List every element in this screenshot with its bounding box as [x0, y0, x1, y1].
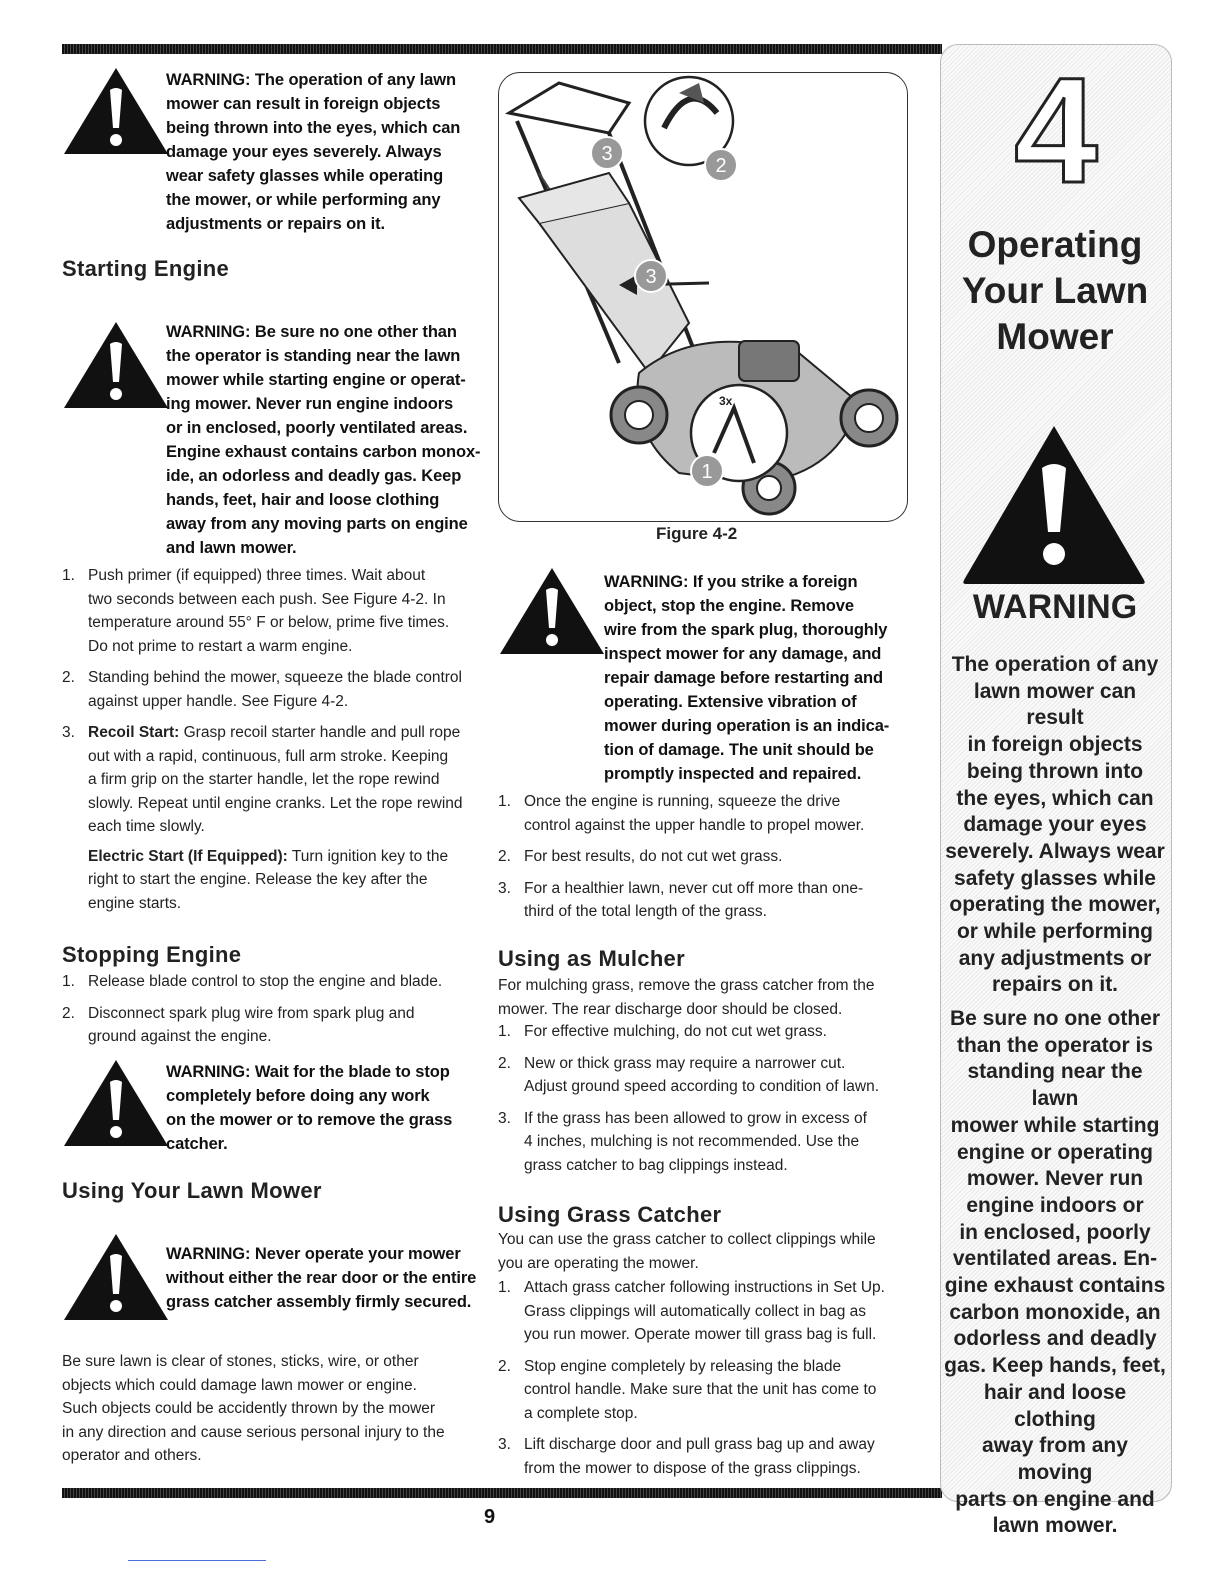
text-line: or in enclosed, poorly ventilated areas. — [166, 419, 468, 437]
text-line — [88, 721, 482, 745]
text-line: ground against the engine. — [88, 1028, 272, 1045]
text-line: operator and others. — [62, 1447, 202, 1464]
text-line: control handle. Make sure that the unit has come to — [524, 1381, 877, 1398]
text-line: safety glasses while — [954, 866, 1156, 890]
step-number: 3. — [498, 1436, 511, 1453]
list-item — [62, 564, 482, 658]
text-line: lawn mower can result — [973, 679, 1137, 730]
text-line: being thrown into — [966, 759, 1144, 783]
text-line: Release blade control to stop the engine and blade. — [88, 973, 443, 990]
step-number: 3. — [498, 1109, 511, 1127]
callout-3-mid — [635, 260, 667, 292]
warning-triangle-icon — [958, 420, 1150, 588]
text-line: engine indoors or — [966, 1193, 1144, 1217]
warning-triangle-icon — [62, 1058, 170, 1148]
text-line: away from any moving — [982, 1434, 1128, 1484]
text-line: away from any moving parts on engine — [166, 515, 468, 533]
warning-foreign-objects — [166, 68, 460, 236]
text-line: hands, feet, hair and loose clothing — [166, 491, 440, 509]
text-line: Engine exhaust contains carbon monox- — [166, 443, 481, 461]
list-item — [498, 877, 918, 924]
text-line: WARNING: If you strike a foreign — [604, 573, 858, 591]
mulcher-steps — [498, 1020, 918, 1185]
figure-4-2 — [498, 72, 908, 522]
step-number: 1. — [62, 973, 75, 990]
text-line: right to start the engine. Release the key after the — [88, 871, 428, 888]
sidebar-warning-label: WARNING — [972, 588, 1138, 626]
text-line: WARNING: Wait for the blade to stop — [166, 1063, 450, 1081]
list-item — [498, 1052, 918, 1099]
warning-foreign-object-strike — [604, 570, 889, 786]
text-line: engine or operating — [956, 1140, 1153, 1164]
text-line: mower while starting engine or operat- — [166, 371, 466, 389]
heading-using-grass-catcher: Using Grass Catcher — [498, 1202, 722, 1227]
text-line: catcher. — [166, 1135, 228, 1153]
starting-steps — [62, 564, 482, 923]
text-line: in foreign objects — [967, 733, 1143, 757]
figure-caption: Figure 4-2 — [656, 524, 738, 543]
warning-blade-stop — [166, 1060, 452, 1156]
top-rule — [62, 44, 942, 54]
text-line: repairs on it. — [991, 973, 1119, 997]
chapter-title-line: Operating — [967, 224, 1143, 265]
warning-rear-door — [166, 1242, 476, 1314]
text-line: Lift discharge door and pull grass bag up and away — [524, 1436, 875, 1453]
text-line: For best results, do not cut wet grass. — [524, 848, 783, 865]
list-item — [498, 1433, 918, 1480]
text-line: Once the engine is running, squeeze the drive — [524, 793, 841, 810]
text-line — [88, 845, 482, 869]
text-line: odorless and deadly — [953, 1327, 1157, 1351]
warning-starting-engine — [166, 320, 480, 560]
text-line: gine exhaust contains — [944, 1274, 1166, 1298]
step-number: 1. — [62, 567, 75, 584]
warning-triangle-icon — [62, 66, 170, 156]
text-line: ventilated areas. En- — [952, 1247, 1158, 1271]
list-item — [62, 721, 482, 915]
text-line: promptly inspected and repaired. — [604, 765, 862, 783]
text-line: a complete stop. — [524, 1404, 638, 1422]
text-line: Standing behind the mower, squeeze the blade control — [88, 669, 462, 686]
step-number: 2. — [498, 1357, 511, 1375]
list-item — [498, 1020, 918, 1044]
text-line: tion of damage. The unit should be — [604, 741, 874, 759]
step-number: 3. — [498, 879, 511, 897]
step-number: 1. — [498, 1023, 511, 1040]
text-line: the eyes, which can — [956, 786, 1154, 810]
text-line: grass catcher to bag clippings instead. — [524, 1156, 788, 1174]
text-line: operating. Extensive vibration of — [604, 693, 857, 711]
text-line: Be sure no one other — [949, 1007, 1161, 1030]
list-item — [498, 845, 918, 869]
text-line: against upper handle. See Figure 4-2. — [88, 692, 349, 710]
text-line: operating the mower, — [949, 893, 1161, 917]
prime-count-label: 3x — [719, 394, 733, 408]
warning-triangle-icon — [498, 566, 606, 656]
running-steps — [498, 790, 918, 932]
text-line: WARNING: The operation of any lawn — [166, 71, 456, 89]
list-item — [498, 1355, 918, 1426]
text-line: mower. The rear discharge door should be closed. — [498, 1000, 843, 1018]
text-line: the operator is standing near the lawn — [166, 347, 461, 365]
text-line: severely. Always wear — [945, 839, 1165, 863]
step-number: 2. — [498, 1054, 511, 1072]
footer-link-line — [128, 1560, 266, 1561]
step-label: Recoil Start: — [88, 724, 180, 741]
step-number: 2. — [62, 669, 75, 686]
text-line: inspect mower for any damage, and — [604, 645, 882, 663]
text-line: control against the upper handle to propel mower. — [524, 816, 865, 834]
catcher-steps — [498, 1276, 918, 1488]
sidebar-warning-text-1 — [944, 652, 1166, 999]
warning-triangle-icon — [62, 1232, 170, 1322]
text-line: WARNING: Never operate your mower — [166, 1245, 461, 1263]
step-number: 1. — [498, 793, 511, 810]
text-line: Disconnect spark plug wire from spark plug and — [88, 1004, 415, 1022]
text-line: Adjust ground speed according to condition of lawn. — [524, 1078, 880, 1095]
text-line: New or thick grass may require a narrower cut. — [524, 1054, 846, 1072]
chapter-number: 4 — [1014, 68, 1098, 190]
text-line: damage your eyes severely. Always — [166, 143, 442, 161]
chapter-title-line: Your Lawn — [961, 270, 1149, 311]
text-line: and lawn mower. — [166, 539, 297, 557]
text-line: lawn mower. — [992, 1514, 1118, 1538]
text-line: than the operator is — [956, 1033, 1154, 1057]
list-item — [498, 790, 918, 837]
text-line: repair damage before restarting and — [604, 669, 883, 687]
text-line: For mulching grass, remove the grass catcher from the — [498, 977, 875, 994]
heading-using-lawn-mower: Using Your Lawn Mower — [62, 1178, 322, 1203]
heading-stopping-engine: Stopping Engine — [62, 942, 242, 967]
text-line: Do not prime to restart a warm engine. — [88, 637, 353, 655]
sidebar-warning-text-2 — [944, 1006, 1166, 1540]
text-line: You can use the grass catcher to collect clippings while — [498, 1231, 876, 1248]
text-line: Stop engine completely by releasing the blade — [524, 1357, 842, 1375]
text-line: WARNING: Be sure no one other than — [166, 323, 457, 341]
text-line: any adjustments or — [958, 946, 1152, 970]
text-line: mower can result in foreign objects — [166, 95, 441, 113]
lawn-mower-illustration — [499, 73, 907, 521]
step-number: 1. — [498, 1279, 511, 1296]
text-line: Grass clippings will automatically collect in bag as — [524, 1302, 867, 1320]
text-line: parts on engine and — [955, 1487, 1155, 1511]
text-line: object, stop the engine. Remove — [604, 597, 854, 615]
text-line: objects which could damage lawn mower or engine. — [62, 1376, 417, 1394]
electric-start-note — [88, 845, 482, 916]
text-line: gas. Keep hands, feet, — [944, 1354, 1166, 1378]
text-line: adjustments or repairs on it. — [166, 215, 385, 233]
text-line: hair and loose clothing — [983, 1380, 1127, 1431]
text-line: temperature around 55° F or below, prime five times. — [88, 614, 450, 631]
text-line: third of the total length of the grass. — [524, 903, 767, 920]
text-line: slowly. Repeat until engine cranks. Let the rope rewind — [88, 794, 463, 812]
text-line: carbon monoxide, an — [949, 1300, 1161, 1324]
text-line: you run mower. Operate mower till grass bag is full. — [524, 1326, 877, 1343]
svg-text:2: 2 — [715, 155, 727, 177]
text-line: each time slowly. — [88, 818, 205, 835]
text-line: The operation of any — [951, 653, 1159, 676]
bottom-rule — [62, 1488, 942, 1498]
text-line: out with a rapid, continuous, full arm stroke. Keeping — [88, 747, 449, 765]
stopping-steps — [62, 970, 482, 1057]
step-label: Electric Start (If Equipped): — [88, 847, 288, 865]
text-line: For effective mulching, do not cut wet grass. — [524, 1023, 827, 1040]
text-line: completely before doing any work — [166, 1087, 430, 1105]
text-line: from the mower to dispose of the grass clippings. — [524, 1459, 861, 1477]
list-item — [62, 970, 482, 994]
text-line: without either the rear door or the entire — [166, 1269, 477, 1287]
svg-text:3: 3 — [645, 266, 657, 288]
text-line: you are operating the mower. — [498, 1254, 699, 1272]
chapter-title — [944, 222, 1166, 360]
heading-starting-engine: Starting Engine — [62, 256, 230, 281]
catcher-intro — [498, 1228, 918, 1275]
mulcher-intro — [498, 974, 918, 1021]
text-line: or while performing — [956, 920, 1153, 944]
text-line: Attach grass catcher following instructions in Set Up. — [524, 1279, 885, 1296]
callout-3-top — [591, 137, 623, 169]
text-line: If the grass has been allowed to grow in excess of — [524, 1109, 867, 1127]
text-line: mower while starting — [950, 1113, 1160, 1137]
list-item — [62, 666, 482, 713]
text-line: in any direction and cause serious personal injury to the — [62, 1423, 445, 1441]
step-number: 3. — [62, 724, 75, 741]
list-item — [498, 1107, 918, 1178]
text-line: ide, an odorless and deadly gas. Keep — [166, 467, 462, 485]
text-line: wire from the spark plug, thoroughly — [604, 621, 888, 639]
text-line: For a healthier lawn, never cut off more than one- — [524, 879, 864, 897]
text-line: Such objects could be accidently thrown by the mower — [62, 1400, 436, 1417]
text-line: mower. Never run — [966, 1167, 1144, 1191]
text-line: mower during operation is an indica- — [604, 717, 890, 735]
callout-2 — [705, 149, 737, 181]
text-span: Grasp recoil starter handle and pull rope — [179, 724, 461, 741]
chapter-title-line: Mower — [996, 316, 1114, 357]
text-line: Push primer (if equipped) three times. Wait about — [88, 567, 426, 584]
step-number: 2. — [498, 848, 511, 865]
text-line: wear safety glasses while operating — [166, 167, 444, 185]
lawn-clear-paragraph — [62, 1350, 482, 1468]
svg-text:3: 3 — [601, 143, 613, 165]
step-number: 2. — [62, 1004, 75, 1022]
text-line: a firm grip on the starter handle, let the rope rewind — [88, 771, 440, 788]
text-line: ing mower. Never run engine indoors — [166, 395, 454, 413]
list-item — [62, 1002, 482, 1049]
svg-text:1: 1 — [701, 461, 713, 483]
callout-1 — [691, 455, 723, 487]
text-line: on the mower or to remove the grass — [166, 1111, 453, 1129]
text-line: damage your eyes — [963, 813, 1147, 837]
text-line: grass catcher assembly firmly secured. — [166, 1293, 472, 1311]
page-number: 9 — [484, 1506, 496, 1528]
text-line: in enclosed, poorly — [959, 1220, 1151, 1244]
text-line: standing near the lawn — [967, 1060, 1143, 1111]
text-line: engine starts. — [88, 894, 182, 912]
text-span: Turn ignition key to the — [287, 847, 449, 865]
text-line: Be sure lawn is clear of stones, sticks, wire, or other — [62, 1353, 419, 1370]
heading-using-as-mulcher: Using as Mulcher — [498, 946, 685, 971]
text-line: the mower, or while performing any — [166, 191, 441, 209]
text-line: 4 inches, mulching is not recommended. Use the — [524, 1133, 860, 1150]
warning-triangle-icon — [62, 320, 170, 410]
chapter-number-graphic — [1012, 68, 1100, 190]
list-item — [498, 1276, 918, 1347]
text-line: being thrown into the eyes, which can — [166, 119, 461, 137]
text-line: two seconds between each push. See Figure 4-2. In — [88, 590, 446, 608]
